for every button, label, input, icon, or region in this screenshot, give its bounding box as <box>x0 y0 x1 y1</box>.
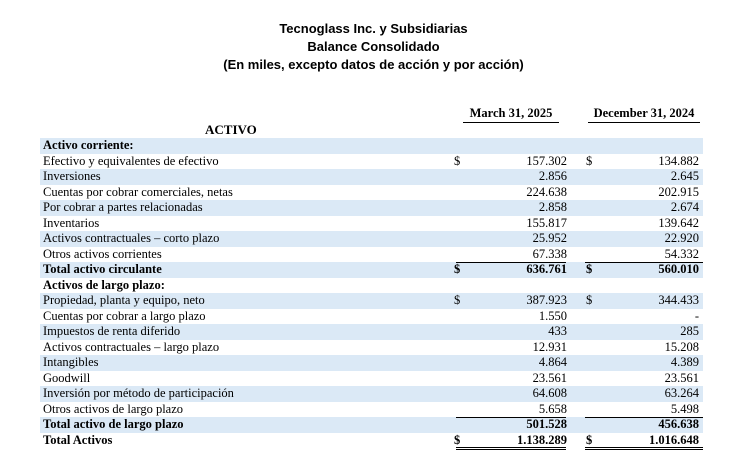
value-december-2024: 2.645 <box>670 169 699 183</box>
section-title-activo: ACTIVO <box>205 122 257 137</box>
value-december-2024: 2.674 <box>670 200 699 214</box>
table-row <box>40 185 703 201</box>
table-row <box>40 216 703 232</box>
row-label: Total activo de largo plazo <box>43 417 184 431</box>
report-subtitle: (En miles, excepto datos de acción y por acción) <box>223 57 524 72</box>
table-row <box>40 278 703 294</box>
row-label: Cuentas por cobrar comerciales, netas <box>43 184 233 199</box>
value-december-2024: 560.010 <box>658 262 699 276</box>
subtotal-line-col1-long <box>456 417 566 418</box>
table-row <box>40 433 703 449</box>
table-row <box>40 262 703 278</box>
total-line-col2-a <box>585 447 703 448</box>
value-december-2024: 285 <box>680 324 699 338</box>
row-label: Intangibles <box>43 355 99 369</box>
table-row <box>40 417 703 433</box>
row-label: Propiedad, planta y equipo, neto <box>43 293 205 307</box>
row-label: Total Activos <box>43 432 113 447</box>
table-row <box>40 402 703 418</box>
row-label: Total activo circulante <box>43 262 162 276</box>
value-december-2024: 23.561 <box>664 370 699 385</box>
currency-symbol-col1: $ <box>454 432 461 447</box>
table-row <box>40 247 703 263</box>
table-row <box>40 200 703 216</box>
value-december-2024: - <box>694 308 699 323</box>
row-label: Inversión por método de participación <box>43 386 234 400</box>
value-december-2024: 456.638 <box>658 417 699 431</box>
value-march-2025: 433 <box>548 324 567 338</box>
row-label: Activos de largo plazo: <box>43 277 165 292</box>
value-march-2025: 64.608 <box>532 386 567 400</box>
value-march-2025: 636.761 <box>526 262 567 276</box>
table-row <box>40 309 703 325</box>
company-name: Tecnoglass Inc. y Subsidiarias <box>279 21 468 36</box>
value-march-2025: 1.138.289 <box>517 432 567 447</box>
table-row <box>40 231 703 247</box>
table-row <box>40 138 703 154</box>
value-march-2025: 157.302 <box>526 153 567 168</box>
value-december-2024: 1.016.648 <box>649 432 699 447</box>
row-label: Por cobrar a partes relacionadas <box>43 200 203 214</box>
subtotal-line-col2-long <box>585 417 703 418</box>
value-march-2025: 155.817 <box>526 215 567 230</box>
value-march-2025: 387.923 <box>526 293 567 307</box>
report-title: Balance Consolidado <box>307 39 440 54</box>
value-december-2024: 15.208 <box>664 339 699 354</box>
value-december-2024: 202.915 <box>658 184 699 199</box>
table-row <box>40 324 703 340</box>
column-header-march-2025: March 31, 2025 <box>463 106 559 123</box>
row-label: Inventarios <box>43 215 100 230</box>
table-row <box>40 355 703 371</box>
value-december-2024: 134.882 <box>658 153 699 168</box>
subtotal-line-col1 <box>456 262 566 263</box>
value-march-2025: 12.931 <box>532 339 567 354</box>
value-march-2025: 224.638 <box>526 184 567 199</box>
total-line-col1-a <box>456 447 566 448</box>
table-row <box>40 386 703 402</box>
row-label: Cuentas por cobrar a largo plazo <box>43 308 206 323</box>
subtotal-line-col2 <box>585 262 703 263</box>
value-march-2025: 501.528 <box>526 417 567 431</box>
table-row <box>40 154 703 170</box>
row-label: Activo corriente: <box>43 138 134 152</box>
table-row <box>40 169 703 185</box>
total-line-col2-b <box>585 449 703 450</box>
value-december-2024: 5.498 <box>670 401 699 416</box>
currency-symbol-col1: $ <box>454 153 461 168</box>
table-row <box>40 340 703 356</box>
value-march-2025: 1.550 <box>538 308 567 323</box>
value-december-2024: 63.264 <box>664 386 699 400</box>
column-header-december-2024: December 31, 2024 <box>588 106 700 123</box>
value-march-2025: 23.561 <box>532 370 567 385</box>
currency-symbol-col2: $ <box>586 153 593 168</box>
value-december-2024: 22.920 <box>664 231 699 245</box>
row-label: Otros activos de largo plazo <box>43 401 184 416</box>
value-march-2025: 2.858 <box>538 200 567 214</box>
currency-symbol-col2: $ <box>586 432 593 447</box>
row-label: Activos contractuales – largo plazo <box>43 339 220 354</box>
currency-symbol-col2: $ <box>586 293 593 307</box>
currency-symbol-col2: $ <box>586 262 593 276</box>
value-march-2025: 67.338 <box>532 246 567 261</box>
table-row <box>40 293 703 309</box>
value-march-2025: 4.864 <box>538 355 567 369</box>
value-december-2024: 139.642 <box>658 215 699 230</box>
row-label: Activos contractuales – corto plazo <box>43 231 220 245</box>
table-row <box>40 371 703 387</box>
value-march-2025: 2.856 <box>538 169 567 183</box>
value-december-2024: 344.433 <box>658 293 699 307</box>
value-march-2025: 5.658 <box>538 401 567 416</box>
row-label: Otros activos corrientes <box>43 246 162 261</box>
row-label: Goodwill <box>43 370 91 385</box>
currency-symbol-col1: $ <box>454 262 461 276</box>
value-december-2024: 54.332 <box>664 246 699 261</box>
row-label: Inversiones <box>43 169 101 183</box>
value-december-2024: 4.389 <box>670 355 699 369</box>
currency-symbol-col1: $ <box>454 293 461 307</box>
row-label: Efectivo y equivalentes de efectivo <box>43 153 219 168</box>
value-march-2025: 25.952 <box>532 231 567 245</box>
total-line-col1-b <box>456 449 566 450</box>
row-label: Impuestos de renta diferido <box>43 324 181 338</box>
